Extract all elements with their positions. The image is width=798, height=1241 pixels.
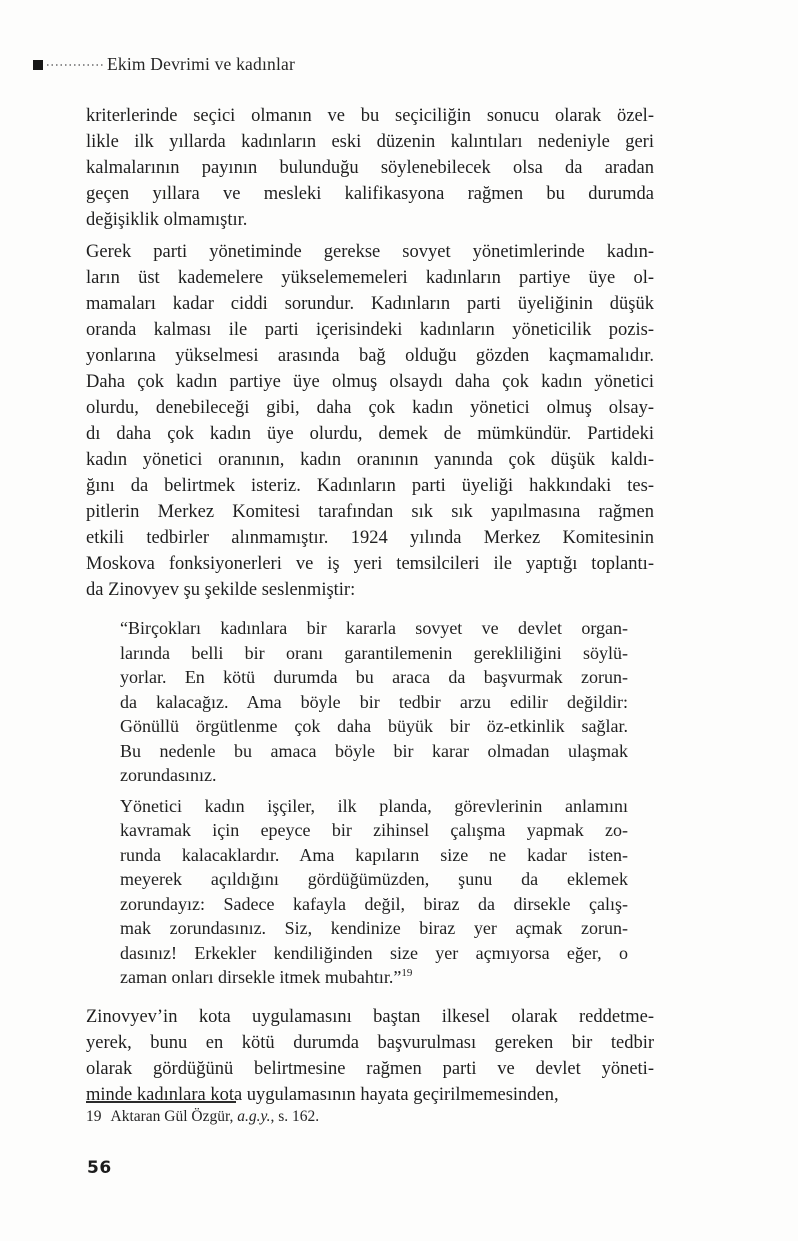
text-line: kalmalarının payının bulunduğu söylenebilecek olsa da aradan — [86, 158, 654, 178]
text-line: etkili tedbirler alınmamıştır. 1924 yılında Merkez Komitesinin — [86, 528, 654, 548]
text-line: geçen yıllara ve mesleki kalifikasyona rağmen bu durumda — [86, 184, 654, 204]
header-square-marker-icon — [33, 60, 43, 70]
text-line: Bu nedenle bu amaca böyle bir karar olmadan ulaşmak — [120, 740, 628, 761]
text-line: ların üst kademelere yükselememeleri kadınların partiye üye ol- — [86, 268, 654, 288]
text-line: Zinovyev’in kota uygulamasını baştan ilkesel olarak reddetme- — [86, 1006, 654, 1027]
text-line: ğını da belirtmek isteriz. Kadınların parti üyeliği hakkındaki tes- — [86, 476, 654, 496]
footnote-separator — [86, 1101, 236, 1103]
running-header — [33, 54, 295, 75]
text-line: da kalacağız. Ama böyle bir tedbir arzu edilir değildir: — [120, 691, 628, 712]
text-line: yonlarına yükselmesi arasında bağ olduğu gözden kaçmamalıdır. — [86, 346, 654, 366]
text-line: meyerek açıldığını gördüğümüzden, şunu da eklemek — [120, 869, 628, 889]
dotted-leader-icon — [47, 64, 104, 66]
text-line: değişiklik olmamıştır. — [86, 210, 248, 230]
text-line: zaman onları dirsekle itmek mubahtır.”$^{19}$ — [120, 967, 413, 987]
body-paragraph — [86, 103, 654, 233]
text-line: zorundasınız. — [120, 765, 217, 785]
text-line: kadın yönetici oranının, kadın oranının yanında çok düşük kaldı- — [86, 450, 654, 470]
text-line: larında belli bir oranı garantilemenin gerekliliğini söylü- — [120, 642, 628, 663]
text-line: kavramak için epeyce bir zihinsel çalışma yapmak zo- — [120, 820, 628, 840]
text-line: runda kalacaklardır. Ama kapıların size ne kadar isten- — [120, 844, 628, 865]
text-line: da Zinovyev şu şekilde seslenmiştir: — [86, 580, 356, 600]
text-line: Moskova fonksiyonerleri ve iş yeri temsilcileri ile yaptığı toplantı- — [86, 554, 654, 574]
footnote-text-tail: , s. 162. — [270, 1108, 320, 1125]
page-number: 56 — [87, 1158, 112, 1178]
footnote-reference: 19 — [401, 967, 413, 979]
text-line: olurdu, denebileceği gibi, daha çok kadın yönetici olmuş olsay- — [86, 398, 654, 418]
footnote-text: Aktaran Gül Özgür, — [110, 1108, 238, 1125]
footnote-italic-citation: a.g.y. — [237, 1108, 271, 1125]
text-column — [86, 103, 654, 1114]
text-line: pitlerin Merkez Komitesi tarafından sık sık yapılmasına rağmen — [86, 502, 654, 522]
text-line: Daha çok kadın partiye üye olmuş olsaydı daha çok kadın yönetici — [86, 372, 654, 392]
text-line: likle ilk yıllarda kadınların eski düzenin kalıntıları nedeniyle geri — [86, 132, 654, 152]
text-line: mak zorundasınız. Siz, kendinize biraz yer açmak zorun- — [120, 918, 628, 938]
footnote — [86, 1108, 654, 1126]
body-paragraph — [86, 239, 654, 603]
block-quote-paragraph — [120, 794, 628, 990]
text-line: dı daha çok kadın üye olurdu, demek de mümkündür. Partideki — [86, 424, 654, 444]
running-header-title: Ekim Devrimi ve kadınlar — [107, 54, 296, 74]
text-line: Gerek parti yönetiminde gerekse sovyet yönetimlerinde kadın- — [86, 242, 654, 262]
text-line: Gönüllü örgütlenme çok daha büyük bir öz-etkinlik sağlar. — [120, 716, 628, 736]
body-paragraph — [86, 1004, 654, 1108]
text-line: zorundayız: Sadece kafayla değil, biraz da dirsekle çalış- — [120, 893, 628, 914]
text-line: yerek, bunu en kötü durumda başvurulması gereken bir tedbir — [86, 1032, 654, 1053]
text-line: dasınız! Erkekler kendiliğinden size yer açmıyorsa eğer, o — [120, 942, 628, 963]
text-line: “Birçokları kadınlara bir kararla sovyet ve devlet organ- — [120, 618, 628, 638]
text-line: minde kadınlara kota uygulamasının hayata geçirilmemesinden, — [86, 1084, 559, 1105]
block-quote-paragraph — [120, 616, 628, 788]
text-line: mamaları kadar ciddi sorundur. Kadınların parti üyeliğinin düşük — [86, 294, 654, 314]
footnote-number: 19 — [86, 1108, 102, 1125]
text-line: oranda kalması ile parti içerisindeki kadınların yöneticilik pozis- — [86, 320, 654, 340]
text-line: kriterlerinde seçici olmanın ve bu seçiciliğin sonucu olarak özel- — [86, 106, 654, 126]
text-line: olarak gördüğünü belirtmesine rağmen parti ve devlet yöneti- — [86, 1058, 654, 1079]
text-line: yorlar. En kötü durumda bu araca da başvurmak zorun- — [120, 667, 628, 687]
text-line: Yönetici kadın işçiler, ilk planda, görevlerinin anlamını — [120, 795, 628, 816]
